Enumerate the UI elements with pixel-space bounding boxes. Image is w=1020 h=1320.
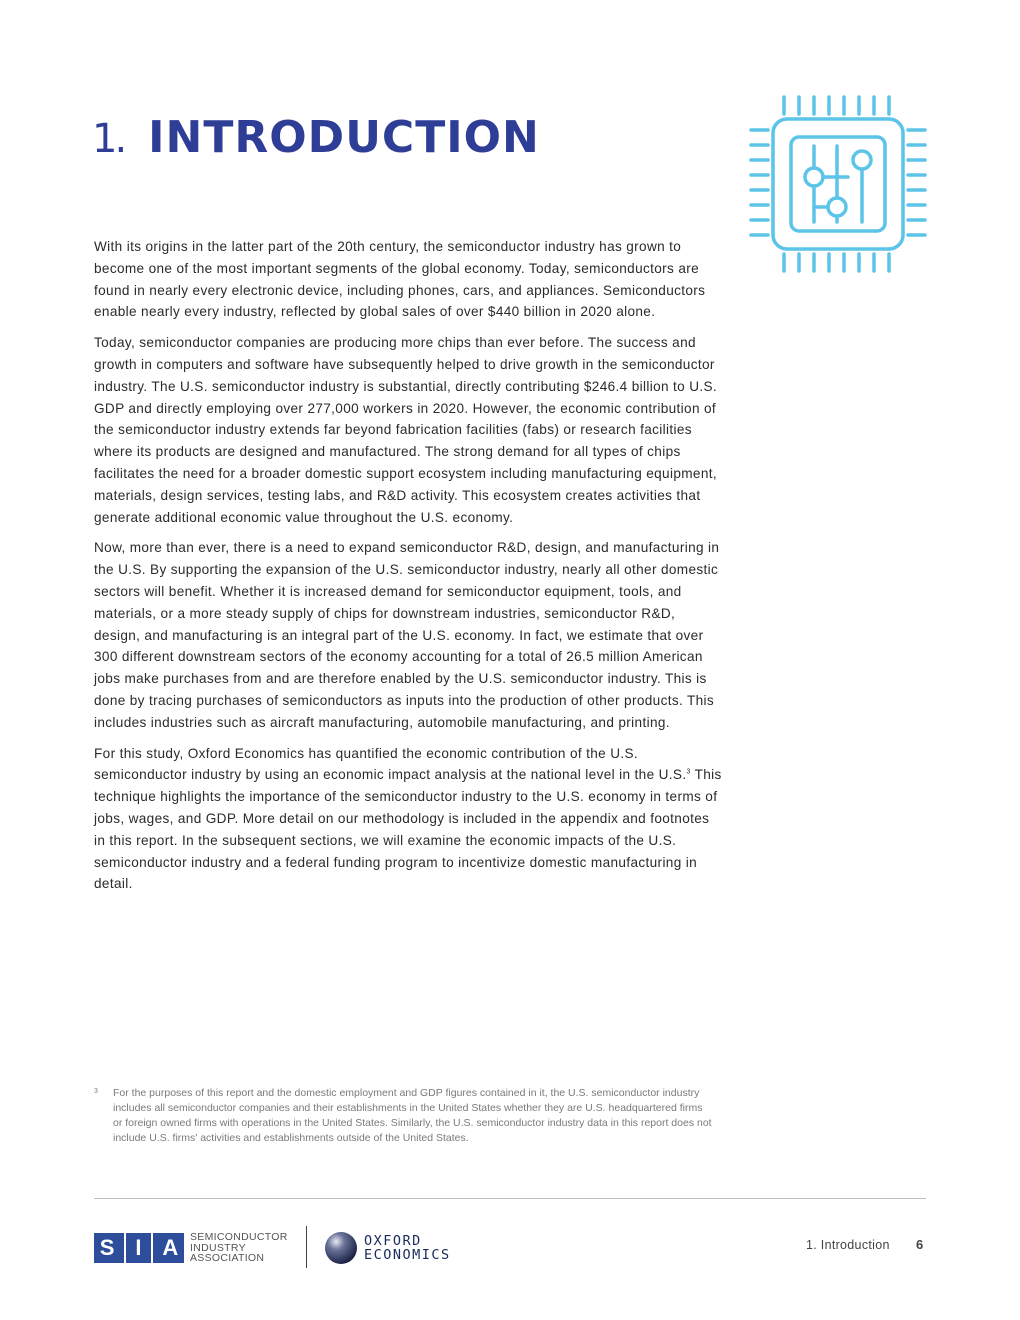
sia-logo-text	[190, 1232, 288, 1264]
footnote-ref[interactable]: 3	[686, 768, 691, 776]
sia-line-3: ASSOCIATION	[190, 1252, 265, 1264]
sia-letter: I	[135, 1234, 142, 1260]
page-number: 6	[916, 1237, 924, 1252]
page-title	[92, 108, 540, 171]
paragraph-4-start: For this study, Oxford Economics has quantified the economic contribution of the U.S. semiconductor industry by using an economic impact analysis at the national level in the U.S.	[94, 745, 687, 783]
footnote	[94, 1086, 714, 1146]
footer-divider	[94, 1198, 926, 1199]
sia-logo-separator	[124, 1233, 126, 1263]
sia-line-1: SEMICONDUCTOR	[190, 1231, 288, 1243]
section-title: INTRODUCTION	[148, 112, 540, 163]
footnote-text: For the purposes of this report and the domestic employment and GDP figures contained in it, the U.S. semiconductor industry includes all semiconductor companies and their establishments in the United States whether they are U.S. headquartered firms or foreign owned firms with operations in the United States. Similarly, the U.S. semiconductor industry data in this report does not include U.S. firms' activities and establishments outside of the United States.	[113, 1087, 712, 1144]
sia-logo-mark	[94, 1233, 184, 1263]
sia-line-2: INDUSTRY	[190, 1241, 246, 1254]
paragraph-3: Now, more than ever, there is a need to expand semiconductor R&D, design, and manufacturing in the U.S. By supporting the expansion of the U.S. semiconductor industry, nearly all other domestic sectors will benefit. Whether it is increased demand for semiconductor equipment, tools, and materials, or a more steady supply of chips for downstream industries, semiconductor R&D, design, and manufacturing is an integral part of the U.S. economy. In fact, we estimate that over 300 different downstream sectors of the economy accounting for a total of 26.5 million American jobs make purchases from and are therefore enabled by the U.S. semiconductor industry. This is done by tracing purchases of semiconductors as inputs into the production of other products. This includes industries such as aircraft manufacturing, automobile manufacturing, and printing.	[94, 540, 720, 730]
logo-divider	[306, 1226, 307, 1268]
sia-logo-separator	[151, 1233, 153, 1263]
oxford-logo-text	[364, 1234, 451, 1263]
circuit-chip-icon	[748, 94, 928, 274]
sia-letter: S	[99, 1234, 115, 1260]
oxford-economics-logo	[324, 1231, 451, 1265]
section-label: 1. Introduction	[806, 1238, 890, 1252]
sia-logo	[94, 1232, 288, 1264]
body-text	[94, 236, 724, 904]
oxford-line-2: ECONOMICS	[364, 1247, 451, 1263]
sia-letter: A	[162, 1234, 179, 1260]
footnote-mark: 3	[94, 1088, 98, 1095]
paragraph-4-end: This technique highlights the importance of the semiconductor industry to the U.S. economy in terms of jobs, wages, and GDP. More detail on our methodology is included in the appendix and footnotes in this report. In the subsequent sections, we will examine the economic impacts of the U.S. semiconductor industry and a federal funding program to incentivize domestic manufacturing in detail.	[94, 767, 722, 892]
globe-icon	[324, 1231, 358, 1265]
paragraph-4	[94, 743, 724, 896]
section-number: 1.	[92, 116, 125, 162]
paragraph-1: With its origins in the latter part of the 20th century, the semiconductor industry has grown to become one of the most important segments of the global economy. Today, semiconductors are found in nearly every electronic device, including phones, cars, and appliances. Semiconductors enable nearly every industry, reflected by global sales of over $440 billion in 2020 alone.	[94, 239, 706, 320]
oxford-line-1: OXFORD	[364, 1232, 422, 1249]
paragraph-2: Today, semiconductor companies are producing more chips than ever before. The success and growth in computers and software have subsequently helped to drive growth in the semiconductor industry. The U.S. semiconductor industry is substantial, directly contributing $246.4 billion to U.S. GDP and directly employing over 277,000 workers in 2020. However, the economic contribution of the semiconductor industry extends far beyond fabrication facilities (fabs) or research facilities where its products are designed and manufactured. The strong demand for all types of chips facilitates the need for a broader domestic support ecosystem including manufacturing equipment, materials, design services, testing labs, and R&D activity. This ecosystem creates activities that generate additional economic value throughout the U.S. economy.	[94, 335, 718, 525]
